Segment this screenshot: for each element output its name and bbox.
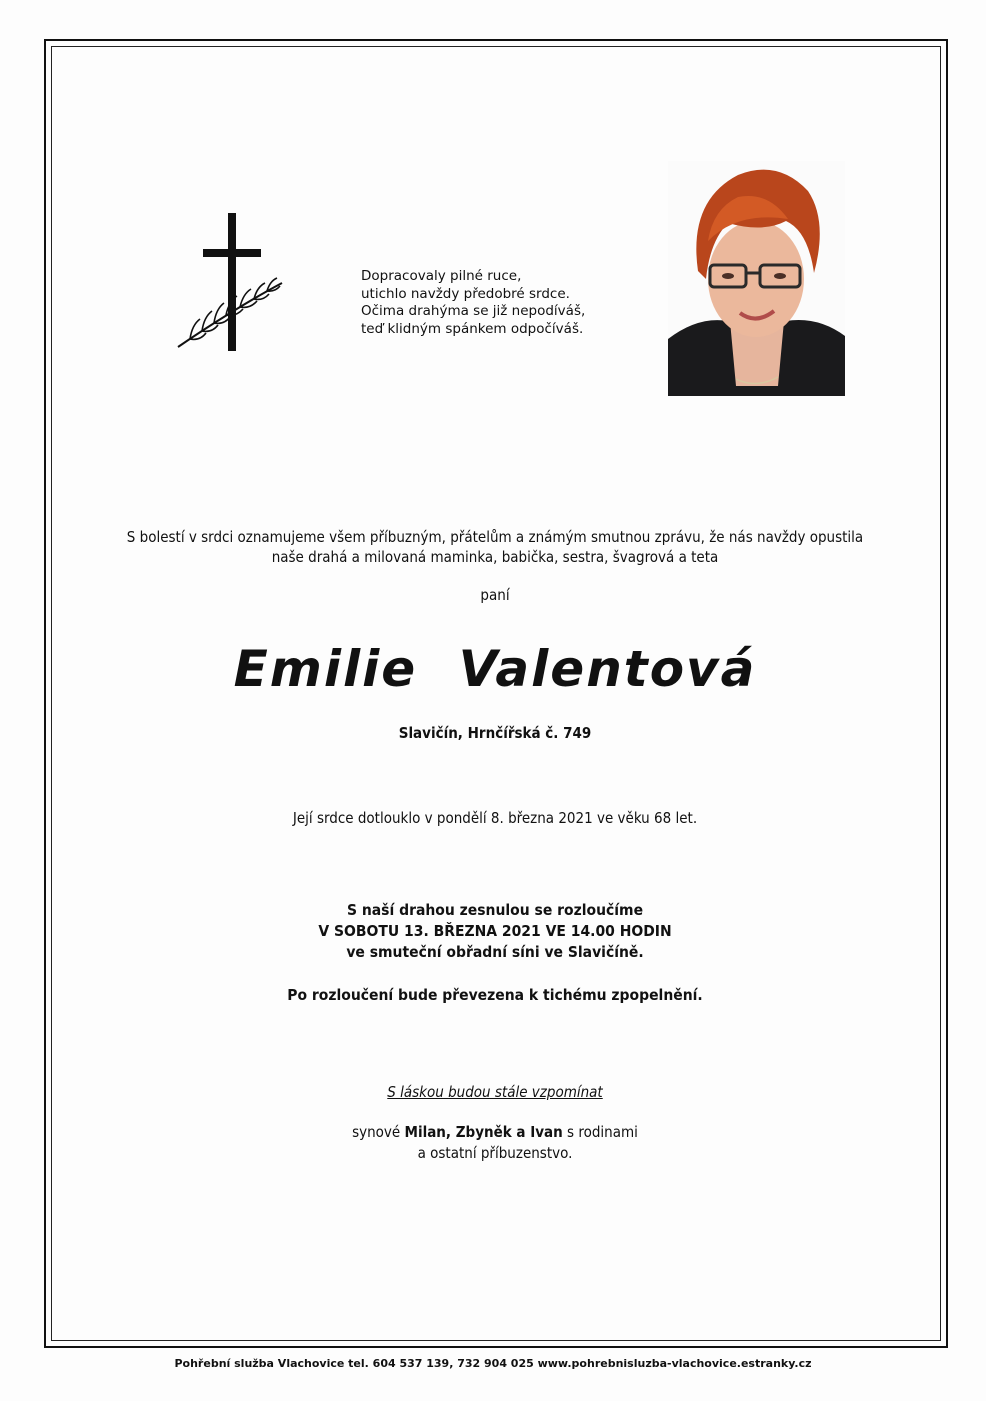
cross-with-palm-icon — [170, 205, 290, 355]
verse-line: Dopracovaly pilné ruce, — [361, 268, 522, 284]
deceased-address: Slavičín, Hrnčířská č. 749 — [398, 724, 592, 742]
ceremony-line: V SOBOTU 13. BŘEZNA 2021 VE 14.00 HODIN — [318, 922, 672, 940]
ceremony-line: S naší drahou zesnulou se rozloučíme — [346, 901, 644, 919]
cremation-notice: Po rozloučení bude převezena k tichému zpopelnění. — [287, 986, 703, 1004]
family-list — [60, 1122, 930, 1164]
memorial-verse — [361, 268, 621, 338]
funeral-service-footer: Pohřební služba Vlachovice tel. 604 537 139, 732 904 025 www.pohrebnisluzba-vlachovice.estranky.cz — [174, 1357, 812, 1370]
announcement-text — [60, 527, 930, 567]
verse-line: utichlo navždy předobré srdce. — [361, 285, 570, 302]
deceased-name: Emilie Valentová — [233, 640, 757, 698]
family-suffix: s rodinami — [567, 1123, 638, 1141]
verse-line: Očima drahýma se již nepodíváš, — [361, 303, 586, 319]
family-line2: a ostatní příbuzenstvo. — [417, 1144, 573, 1162]
family-prefix: synové — [352, 1123, 401, 1141]
announcement-line: S bolestí v srdci oznamujeme všem příbuzným, přátelům a známým smutnou zprávu, že nás navždy opustila — [126, 528, 864, 546]
ceremony-line: ve smuteční obřadní síni ve Slavičíně. — [346, 943, 644, 961]
family-names: Milan, Zbyněk a Ivan — [404, 1123, 563, 1141]
title-prefix: paní — [480, 586, 510, 604]
remembrance-heading: S láskou budou stále vzpomínat — [387, 1083, 603, 1101]
verse-line: teď klidným spánkem odpočíváš. — [361, 320, 584, 337]
ceremony-info — [60, 900, 930, 963]
death-notice: Její srdce dotlouklo v pondělí 8. března 2021 ve věku 68 let. — [292, 809, 698, 827]
portrait-photo — [668, 161, 845, 396]
announcement-line: naše drahá a milovaná maminka, babička, sestra, švagrová a teta — [271, 548, 719, 566]
